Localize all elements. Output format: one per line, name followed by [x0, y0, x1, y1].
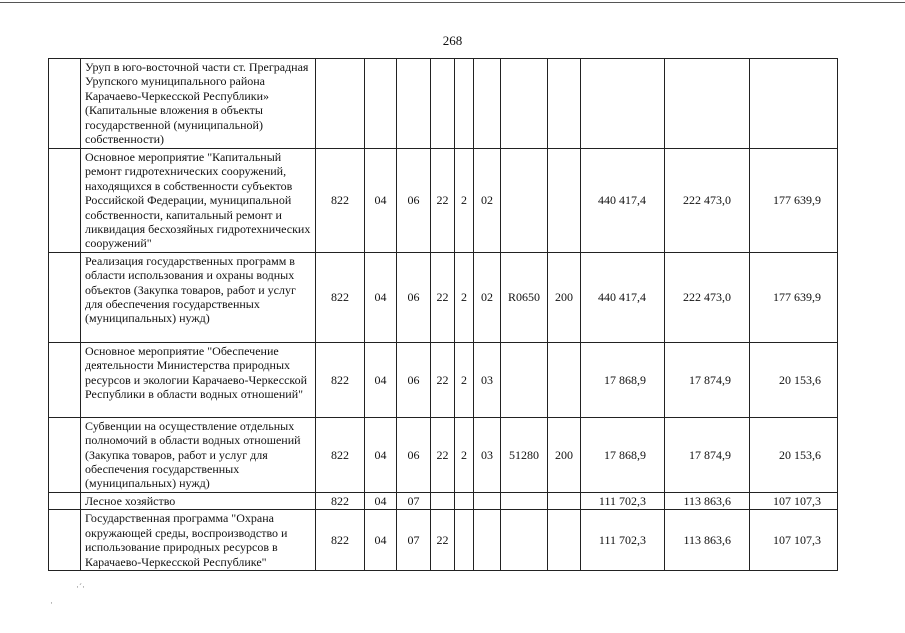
scan-speck: ·: [50, 598, 53, 608]
row-index-cell: [49, 510, 81, 571]
amount-1-cell: 111 702,3: [581, 492, 665, 509]
amount-2-cell: 222 473,0: [665, 252, 750, 342]
amount-1-cell: 440 417,4: [581, 252, 665, 342]
activity-code-cell: 03: [474, 417, 501, 492]
amount-2-cell: [665, 59, 750, 149]
amount-3-cell: 107 107,3: [750, 510, 838, 571]
description-cell: Субвенции на осуществление отдельных полномочий в области водных отношений (Закупка товаров, работ и услуг для обеспечения государственных (муниципальных) нужд): [81, 417, 316, 492]
row-index-cell: [49, 149, 81, 253]
table-row: [49, 149, 838, 253]
program-code-cell: 22: [431, 252, 455, 342]
activity-code-cell: 02: [474, 149, 501, 253]
description-cell: Реализация государственных программ в области использования и охраны водных объектов (Закупка товаров, работ и услуг для обеспечения государственных (муниципальных) нужд): [81, 252, 316, 342]
subprogram-code-cell: [455, 59, 474, 149]
description-cell: Уруп в юго-восточной части ст. Преградная Урупского муниципального района Карачаево-Черкесской Республики» (Капитальные вложения в объекты государственной (муниципальной) собственности): [81, 59, 316, 149]
section-code-cell: 04: [365, 342, 397, 417]
subprogram-code-cell: 2: [455, 149, 474, 253]
ministry-code-cell: 822: [316, 252, 365, 342]
description-cell: Основное мероприятие "Капитальный ремонт гидротехнических сооружений, находящихся в собственности субъектов Российской Федерации, муниципальной собственности, капитальный ремонт и ликвидация бесхозяйных гидротехнических сооружений": [81, 149, 316, 253]
subsection-code-cell: 06: [397, 417, 431, 492]
amount-1-cell: [581, 59, 665, 149]
direction-code-cell: [501, 59, 548, 149]
subprogram-code-cell: 2: [455, 342, 474, 417]
expense-type-cell: [548, 149, 581, 253]
amount-1-cell: 17 868,9: [581, 342, 665, 417]
activity-code-cell: [474, 492, 501, 509]
amount-1-cell: 440 417,4: [581, 149, 665, 253]
table-row: [49, 59, 838, 149]
amount-3-cell: 177 639,9: [750, 252, 838, 342]
ministry-code-cell: [316, 59, 365, 149]
table-row: [49, 417, 838, 492]
activity-code-cell: [474, 510, 501, 571]
amount-1-cell: 111 702,3: [581, 510, 665, 571]
subsection-code-cell: 06: [397, 149, 431, 253]
expense-type-cell: [548, 59, 581, 149]
program-code-cell: [431, 59, 455, 149]
direction-code-cell: [501, 149, 548, 253]
program-code-cell: 22: [431, 417, 455, 492]
description-cell: Основное мероприятие "Обеспечение деятельности Министерства природных ресурсов и экологии Карачаево-Черкесской Республики в области водных отношений": [81, 342, 316, 417]
program-code-cell: 22: [431, 342, 455, 417]
row-index-cell: [49, 59, 81, 149]
section-code-cell: 04: [365, 417, 397, 492]
amount-1-cell: 17 868,9: [581, 417, 665, 492]
activity-code-cell: 02: [474, 252, 501, 342]
direction-code-cell: 51280: [501, 417, 548, 492]
expense-type-cell: [548, 342, 581, 417]
table-row: [49, 252, 838, 342]
program-code-cell: 22: [431, 149, 455, 253]
expense-type-cell: [548, 492, 581, 509]
row-index-cell: [49, 492, 81, 509]
table-row: [49, 492, 838, 509]
subprogram-code-cell: [455, 492, 474, 509]
subsection-code-cell: [397, 59, 431, 149]
activity-code-cell: [474, 59, 501, 149]
direction-code-cell: R0650: [501, 252, 548, 342]
expense-type-cell: [548, 510, 581, 571]
row-index-cell: [49, 252, 81, 342]
amount-2-cell: 113 863,6: [665, 510, 750, 571]
page-number: 268: [442, 33, 463, 48]
amount-3-cell: 20 153,6: [750, 417, 838, 492]
activity-code-cell: 03: [474, 342, 501, 417]
section-code-cell: 04: [365, 492, 397, 509]
program-code-cell: [431, 492, 455, 509]
amount-3-cell: 20 153,6: [750, 342, 838, 417]
section-code-cell: 04: [365, 510, 397, 571]
expense-type-cell: 200: [548, 417, 581, 492]
budget-table: [48, 58, 838, 571]
scan-speck: ·´·: [76, 582, 85, 592]
subprogram-code-cell: 2: [455, 252, 474, 342]
direction-code-cell: [501, 510, 548, 571]
ministry-code-cell: 822: [316, 342, 365, 417]
ministry-code-cell: 822: [316, 492, 365, 509]
description-cell: Лесное хозяйство: [81, 492, 316, 509]
ministry-code-cell: 822: [316, 417, 365, 492]
direction-code-cell: [501, 492, 548, 509]
amount-2-cell: 222 473,0: [665, 149, 750, 253]
subsection-code-cell: 07: [397, 510, 431, 571]
ministry-code-cell: 822: [316, 149, 365, 253]
subsection-code-cell: 06: [397, 342, 431, 417]
section-code-cell: [365, 59, 397, 149]
row-index-cell: [49, 417, 81, 492]
table-row: [49, 510, 838, 571]
amount-2-cell: 17 874,9: [665, 342, 750, 417]
top-rule: [0, 2, 905, 3]
amount-2-cell: 17 874,9: [665, 417, 750, 492]
subprogram-code-cell: 2: [455, 417, 474, 492]
section-code-cell: 04: [365, 252, 397, 342]
row-index-cell: [49, 342, 81, 417]
expense-type-cell: 200: [548, 252, 581, 342]
amount-3-cell: 177 639,9: [750, 149, 838, 253]
subsection-code-cell: 07: [397, 492, 431, 509]
direction-code-cell: [501, 342, 548, 417]
amount-2-cell: 113 863,6: [665, 492, 750, 509]
amount-3-cell: 107 107,3: [750, 492, 838, 509]
program-code-cell: 22: [431, 510, 455, 571]
subsection-code-cell: 06: [397, 252, 431, 342]
table-row: [49, 342, 838, 417]
description-cell: Государственная программа "Охрана окружающей среды, воспроизводство и использование природных ресурсов в Карачаево-Черкесской Республике": [81, 510, 316, 571]
subprogram-code-cell: [455, 510, 474, 571]
amount-3-cell: [750, 59, 838, 149]
section-code-cell: 04: [365, 149, 397, 253]
ministry-code-cell: 822: [316, 510, 365, 571]
